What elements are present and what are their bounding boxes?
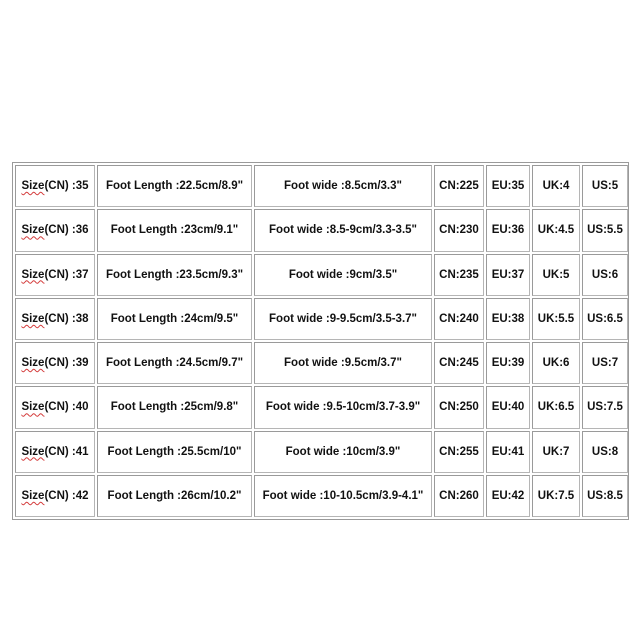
size-cn-cell [15, 254, 95, 296]
table-row [15, 431, 628, 473]
cn-size-cell: CN:235 [434, 254, 484, 296]
size-word: Size [21, 268, 45, 281]
uk-size-cell: UK:5 [532, 254, 580, 296]
table-row [15, 209, 628, 251]
cn-size-cell: CN:250 [434, 386, 484, 428]
size-word: Size [21, 445, 45, 458]
size-chart-grid [13, 163, 630, 519]
size-cn-cell [15, 431, 95, 473]
size-chart-body [15, 165, 628, 517]
size-cn-cell [15, 209, 95, 251]
eu-size-cell: EU:38 [486, 298, 530, 340]
foot-wide-cell: Foot wide :9cm/3.5" [254, 254, 432, 296]
table-row [15, 475, 628, 517]
eu-size-cell: EU:41 [486, 431, 530, 473]
size-cn-cell [15, 298, 95, 340]
size-word: Size [21, 224, 45, 237]
size-cn-cell [15, 475, 95, 517]
size-word: Size [21, 357, 45, 370]
size-chart-table [12, 162, 629, 520]
foot-length-cell: Foot Length :25cm/9.8" [97, 386, 252, 428]
eu-size-cell: EU:39 [486, 342, 530, 384]
table-row [15, 386, 628, 428]
table-row [15, 254, 628, 296]
eu-size-cell: EU:36 [486, 209, 530, 251]
foot-length-cell: Foot Length :26cm/10.2" [97, 475, 252, 517]
us-size-cell: US:6 [582, 254, 628, 296]
size-word: Size [21, 180, 45, 193]
table-row [15, 165, 628, 207]
size-word: Size [21, 401, 45, 414]
foot-wide-cell: Foot wide :10-10.5cm/3.9-4.1" [254, 475, 432, 517]
size-value: (CN) :40 [44, 401, 89, 414]
size-value: (CN) :39 [44, 357, 89, 370]
eu-size-cell: EU:37 [486, 254, 530, 296]
size-value: (CN) :42 [44, 489, 89, 502]
eu-size-cell: EU:42 [486, 475, 530, 517]
us-size-cell: US:5.5 [582, 209, 628, 251]
eu-size-cell: EU:40 [486, 386, 530, 428]
cn-size-cell: CN:255 [434, 431, 484, 473]
cn-size-cell: CN:225 [434, 165, 484, 207]
uk-size-cell: UK:4 [532, 165, 580, 207]
foot-length-cell: Foot Length :24.5cm/9.7" [97, 342, 252, 384]
size-value: (CN) :38 [44, 312, 89, 325]
foot-wide-cell: Foot wide :9.5cm/3.7" [254, 342, 432, 384]
table-row [15, 298, 628, 340]
us-size-cell: US:8.5 [582, 475, 628, 517]
us-size-cell: US:5 [582, 165, 628, 207]
size-word: Size [21, 489, 45, 502]
foot-wide-cell: Foot wide :8.5cm/3.3" [254, 165, 432, 207]
size-cn-cell [15, 386, 95, 428]
uk-size-cell: UK:5.5 [532, 298, 580, 340]
size-cn-cell [15, 165, 95, 207]
size-value: (CN) :36 [44, 224, 89, 237]
foot-length-cell: Foot Length :22.5cm/8.9" [97, 165, 252, 207]
us-size-cell: US:8 [582, 431, 628, 473]
us-size-cell: US:7 [582, 342, 628, 384]
cn-size-cell: CN:245 [434, 342, 484, 384]
table-row [15, 342, 628, 384]
eu-size-cell: EU:35 [486, 165, 530, 207]
size-cn-cell [15, 342, 95, 384]
cn-size-cell: CN:240 [434, 298, 484, 340]
uk-size-cell: UK:7.5 [532, 475, 580, 517]
foot-wide-cell: Foot wide :9.5-10cm/3.7-3.9" [254, 386, 432, 428]
size-value: (CN) :35 [44, 180, 89, 193]
foot-length-cell: Foot Length :23.5cm/9.3" [97, 254, 252, 296]
size-value: (CN) :37 [44, 268, 89, 281]
size-word: Size [21, 312, 45, 325]
us-size-cell: US:6.5 [582, 298, 628, 340]
uk-size-cell: UK:6.5 [532, 386, 580, 428]
us-size-cell: US:7.5 [582, 386, 628, 428]
foot-wide-cell: Foot wide :10cm/3.9" [254, 431, 432, 473]
foot-wide-cell: Foot wide :9-9.5cm/3.5-3.7" [254, 298, 432, 340]
foot-length-cell: Foot Length :25.5cm/10" [97, 431, 252, 473]
uk-size-cell: UK:6 [532, 342, 580, 384]
uk-size-cell: UK:7 [532, 431, 580, 473]
foot-wide-cell: Foot wide :8.5-9cm/3.3-3.5" [254, 209, 432, 251]
cn-size-cell: CN:230 [434, 209, 484, 251]
cn-size-cell: CN:260 [434, 475, 484, 517]
size-value: (CN) :41 [44, 445, 89, 458]
foot-length-cell: Foot Length :23cm/9.1" [97, 209, 252, 251]
foot-length-cell: Foot Length :24cm/9.5" [97, 298, 252, 340]
uk-size-cell: UK:4.5 [532, 209, 580, 251]
